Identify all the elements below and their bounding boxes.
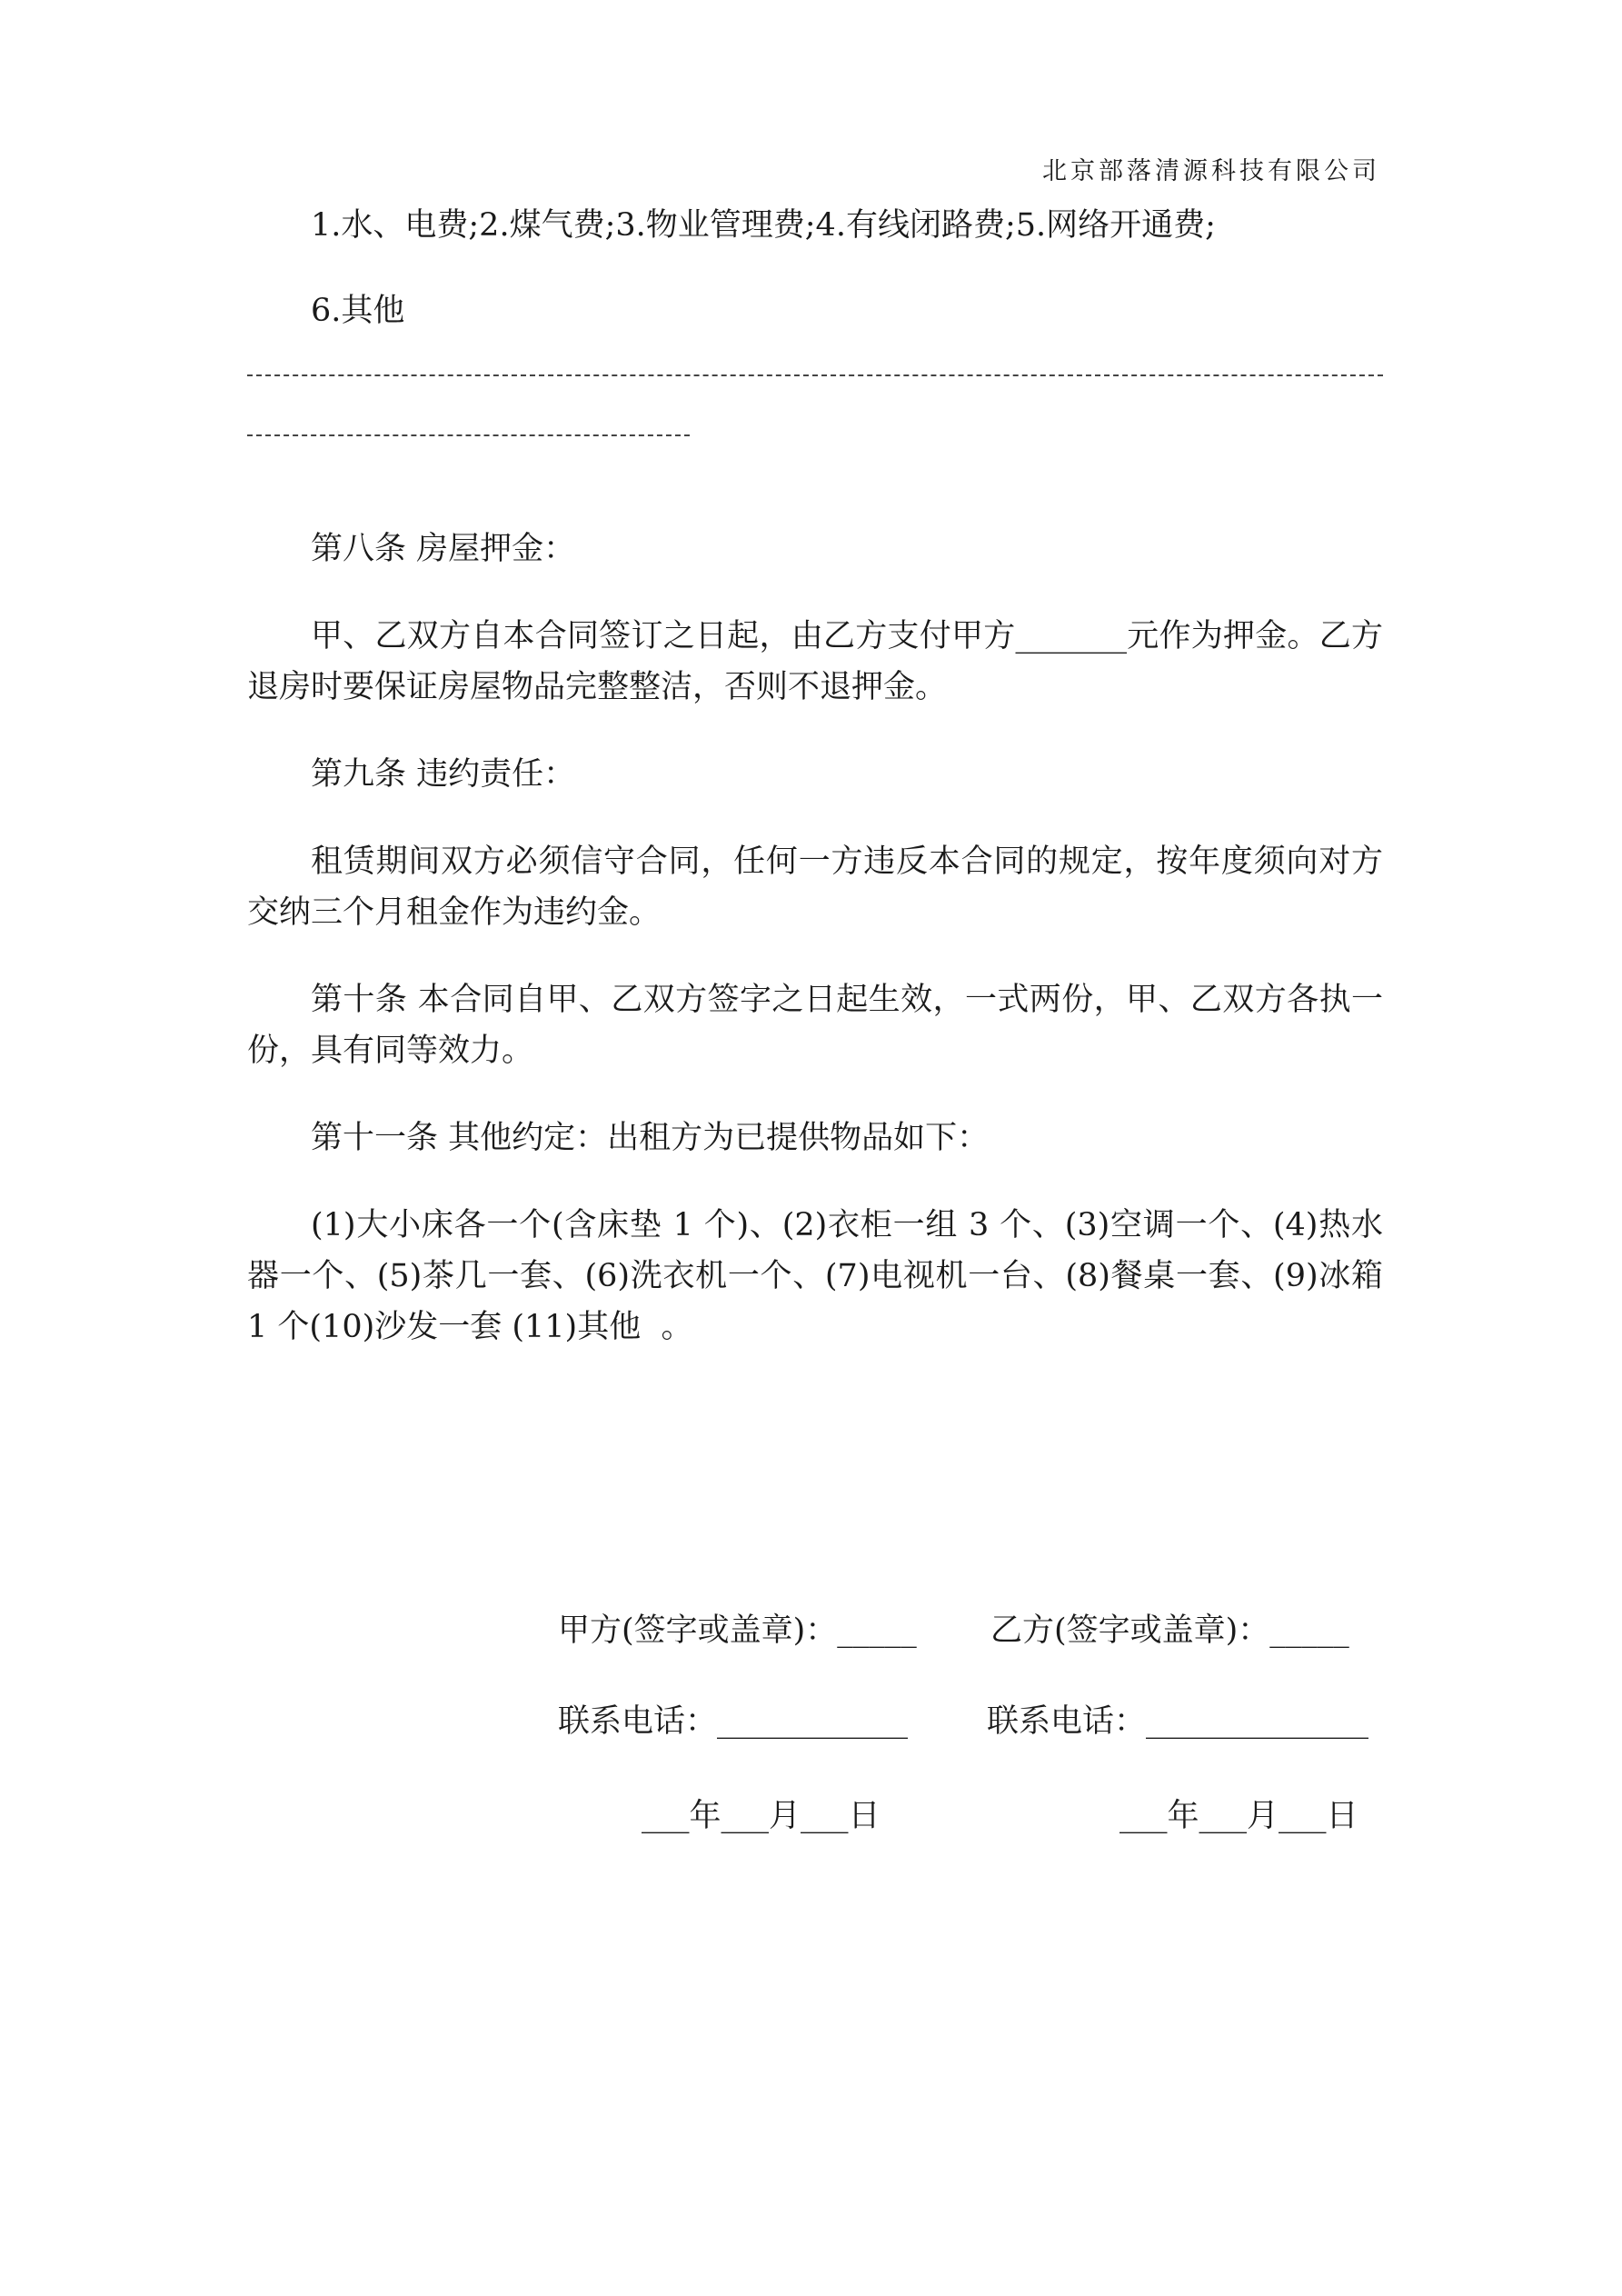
article-9-body: 租赁期间双方必须信守合同，任何一方违反本合同的规定，按年度须向对方交纳三个月租金作为违约金。 (247, 844, 1383, 931)
party-b-phone: 联系电话：______________ (987, 1703, 1369, 1740)
contract-body (247, 200, 1394, 1389)
blank-line (247, 374, 1383, 376)
article-10: 第十条 本合同自甲、乙双方签字之日起生效，一式两份，甲、乙双方各执一份，具有同等效力。 (247, 982, 1383, 1069)
article-8-title: 第八条 房屋押金： (311, 531, 576, 567)
party-b-signature: 乙方(签字或盖章)：_____ (990, 1612, 1349, 1649)
other-fees: 6.其他 (311, 293, 405, 329)
article-8-body: 甲、乙双方自本合同签订之日起，由乙方支付甲方_______元作为押金。乙方退房时要保证房屋物品完整整洁，否则不退押金。 (247, 618, 1383, 705)
party-a-signature: 甲方(签字或盖章)：_____ (558, 1612, 917, 1649)
party-a-date: ___年___月___日 (642, 1798, 881, 1834)
blank-line-short (247, 434, 690, 436)
article-11-title: 第十一条 其他约定：出租方为已提供物品如下： (311, 1120, 990, 1156)
fees-list: 1.水、电费;2.煤气费;3.物业管理费;4.有线闭路费;5.网络开通费; (311, 207, 1216, 244)
article-11-items: (1)大小床各一个(含床垫 1 个)、(2)衣柜一组 3 个、(3)空调一个、(4)热水器一个、(5)茶几一套、(6)洗衣机一个、(7)电视机一台、(8)餐桌一套、(9)冰箱 1 个(10)沙发一套 (11)其他 。 (247, 1207, 1394, 1345)
party-b-date: ___年___月___日 (1119, 1798, 1358, 1834)
page-header-company: 北京部落清源科技有限公司 (1042, 157, 1380, 185)
party-a-phone: 联系电话：____________ (558, 1703, 909, 1740)
article-9-title: 第九条 违约责任： (311, 756, 576, 793)
